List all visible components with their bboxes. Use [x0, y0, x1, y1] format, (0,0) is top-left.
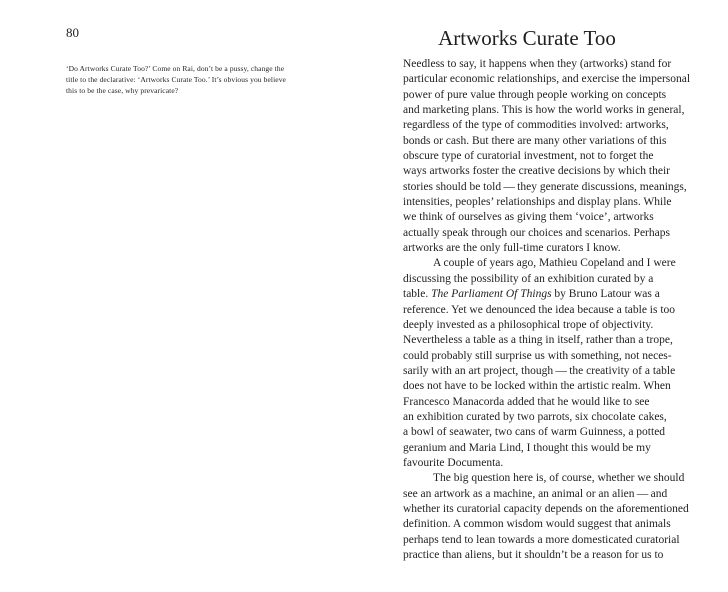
book-title-italic: The Parliament Of Things: [431, 288, 552, 301]
body-line: geranium and Maria Lind, I thought this would be my: [403, 441, 651, 454]
body-line: Francesco Manacorda added that he would like to see: [403, 395, 650, 408]
body-line: power of pure value through people working on concepts: [403, 88, 667, 101]
body-line: a bowl of seawater, two cans of warm Guinness, a potted: [403, 426, 666, 439]
body-line: actually speak through our choices and scenarios. Perhaps: [403, 226, 670, 239]
body-line: see an artwork as a machine, an animal or an alien — and: [403, 487, 668, 500]
page-title: Artworks Curate Too: [438, 26, 616, 50]
body-line: Needless to say, it happens when they (artworks) stand for: [403, 58, 672, 70]
body-line-paragraph-start: The big question here is, of course, whether we should: [433, 472, 685, 485]
body-line: artworks are the only full-time curators I know.: [403, 242, 621, 255]
body-line: regardless of the type of commodities involved: artworks,: [403, 119, 669, 132]
body-line: obscure type of curatorial investment, not to forget the: [403, 150, 654, 163]
body-line: an exhibition curated by two parrots, six chocolate cakes,: [403, 410, 667, 423]
body-line: whether its curatorial capacity depends on the aforementioned: [403, 502, 689, 515]
body-line: Nevertheless a table as a thing in itself, rather than a trope,: [403, 334, 673, 347]
body-line: does not have to be locked within the artistic realm. When: [403, 380, 671, 393]
body-line: practice than aliens, but it shouldn’t be a reason for us to: [403, 549, 664, 561]
body-line: favourite Documenta.: [403, 456, 504, 469]
margin-note: [66, 63, 306, 96]
page-number: 80: [66, 25, 79, 40]
body-line: stories should be told — they generate discussions, meanings,: [403, 180, 687, 193]
body-line: intensities, peoples’ relationships and display plans. While: [403, 196, 672, 209]
body-line: and marketing plans. This is how the world works in general,: [403, 104, 685, 117]
body-line: reference. Yet we denounced the idea because a table is too: [403, 303, 676, 316]
body-line: deeply invested as a philosophical trope of objectivity.: [403, 318, 654, 331]
body-line: we think of ourselves as giving them ‘voice’, artworks: [403, 211, 654, 224]
body-line: particular economic relationships, and exercise the impersonal: [403, 73, 691, 86]
body-line-paragraph-start: A couple of years ago, Mathieu Copeland and I were: [433, 257, 676, 270]
body-line: sarily with an art project, though — the creativity of a table: [403, 364, 676, 377]
body-line: ways artworks foster the creative decisions by which their: [403, 165, 670, 178]
body-text: [403, 57, 703, 563]
body-line: perhaps tend to lean towards a more domesticated curatorial: [403, 533, 680, 546]
body-line: discussing the possibility of an exhibition curated by a: [403, 272, 654, 285]
body-line-with-italic: [403, 287, 703, 302]
body-line-segment: by Bruno Latour was a: [551, 288, 660, 301]
margin-note-line: title to the declarative: ‘Artworks Curate Too.’ It’s obvious you believe: [66, 75, 286, 84]
body-line-segment: table.: [403, 288, 432, 301]
body-line: could probably still surprise us with something, not neces-: [403, 349, 672, 362]
body-line: definition. A common wisdom would suggest that animals: [403, 518, 671, 531]
margin-note-line: this to be the case, why prevaricate?: [66, 86, 179, 95]
margin-note-line: ‘Do Artworks Curate Too?’ Come on Rai, don’t be a pussy, change the: [66, 64, 285, 73]
body-line: bonds or cash. But there are many other variations of this: [403, 134, 667, 147]
